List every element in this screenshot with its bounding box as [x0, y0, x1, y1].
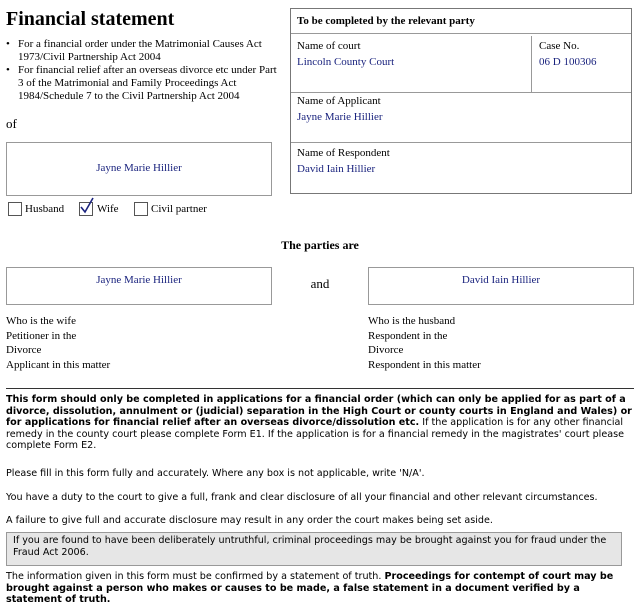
purpose-item-1: • For a financial order under the Matrimonial Causes Act 1973/Civil Partnership Act 2004 — [6, 38, 281, 64]
left-role-line: Who is the wife — [6, 315, 76, 327]
truth-plain-text: The information given in this form must be confirmed by a statement of truth. — [6, 571, 385, 582]
statement-of-truth-note — [6, 571, 632, 606]
left-role-line: Applicant in this matter — [6, 358, 111, 371]
party-name-value: Jayne Marie Hillier — [96, 162, 182, 174]
husband-label: Husband — [25, 203, 65, 215]
right-party-roles — [368, 314, 481, 372]
of-label: of — [6, 116, 17, 131]
section-divider — [6, 388, 634, 389]
parties-title: The parties are — [281, 238, 359, 252]
intro-rest-text: If the application is for any other financial remedy in the county court please complete Form E1. If the application is for a financial remedy in the magistrates' court please complete Form E2. — [6, 417, 625, 451]
applicant-value[interactable]: Jayne Marie Hillier — [297, 111, 383, 123]
failure-statement: A failure to give full and accurate disclosure may result in any order the court makes being set aside. — [6, 515, 493, 526]
civil-partner-checkbox[interactable] — [134, 202, 148, 216]
and-label: and — [310, 276, 330, 291]
court-divider — [531, 36, 532, 92]
wife-label: Wife — [97, 203, 119, 215]
court-label: Name of court — [297, 40, 361, 52]
left-party-name: Jayne Marie Hillier — [96, 274, 182, 286]
left-party-field[interactable] — [6, 267, 272, 305]
civil-partner-label: Civil partner — [151, 203, 207, 215]
respondent-label: Name of Respondent — [297, 147, 390, 159]
right-role-line: Divorce — [368, 344, 404, 356]
case-number-label: Case No. — [539, 40, 580, 52]
respondent-value[interactable]: David Iain Hillier — [297, 163, 376, 175]
row-divider-2 — [291, 142, 631, 143]
husband-checkbox[interactable] — [8, 202, 22, 216]
wife-checkbox[interactable] — [79, 202, 93, 216]
fraud-warning-box: If you are found to have been deliberately untruthful, criminal proceedings may be brought against you for fraud under the Fraud Act 2006. — [6, 532, 622, 566]
left-role-line: Petitioner in the — [6, 329, 77, 342]
intro-paragraph — [6, 394, 632, 452]
right-party-name: David Iain Hillier — [461, 274, 541, 286]
fill-in-instruction: Please fill in this form fully and accurately. Where any box is not applicable, write 'N/A'. — [6, 468, 425, 479]
form-purpose-list — [6, 38, 281, 103]
party-name-field[interactable] — [6, 142, 272, 196]
form-title: Financial statement — [6, 8, 175, 30]
duty-statement: You have a duty to the court to give a full, frank and clear disclosure of all your financial and other relevant circumstances. — [6, 492, 598, 503]
purpose-item-2: • For financial relief after an overseas divorce etc under Part 3 of the Matrimonial and Family Proceedings Act 1984/Schedule 7 to the Civil Partnership Act 2004 — [6, 64, 281, 103]
truth-bold-text: Proceedings for contempt of court may be brought against a person who makes or causes to be made, a false statement in a document verified by a statement of truth. — [6, 571, 614, 605]
left-party-roles — [6, 314, 110, 372]
intro-bold-text: This form should only be completed in applications for a financial order (which can only be applied for as part of a divorce, dissolution, annulment or (judicial) separation in the High Court or county courts in England and Wales) or for applications for financial relief after an overseas divorce/dissolution etc. — [6, 394, 632, 428]
right-party-field[interactable] — [368, 267, 634, 305]
left-role-line: Divorce — [6, 344, 42, 356]
right-role-line: Respondent in this matter — [368, 358, 481, 371]
right-role-line: Who is the husband — [368, 315, 456, 327]
panel-heading: To be completed by the relevant party — [291, 9, 631, 34]
applicant-label: Name of Applicant — [297, 95, 381, 107]
case-number-value[interactable]: 06 D 100306 — [539, 56, 597, 68]
court-value[interactable]: Lincoln County Court — [297, 56, 395, 68]
case-details-panel — [290, 8, 632, 194]
right-role-line: Respondent in the — [368, 329, 448, 342]
checkmark-icon — [79, 197, 95, 215]
